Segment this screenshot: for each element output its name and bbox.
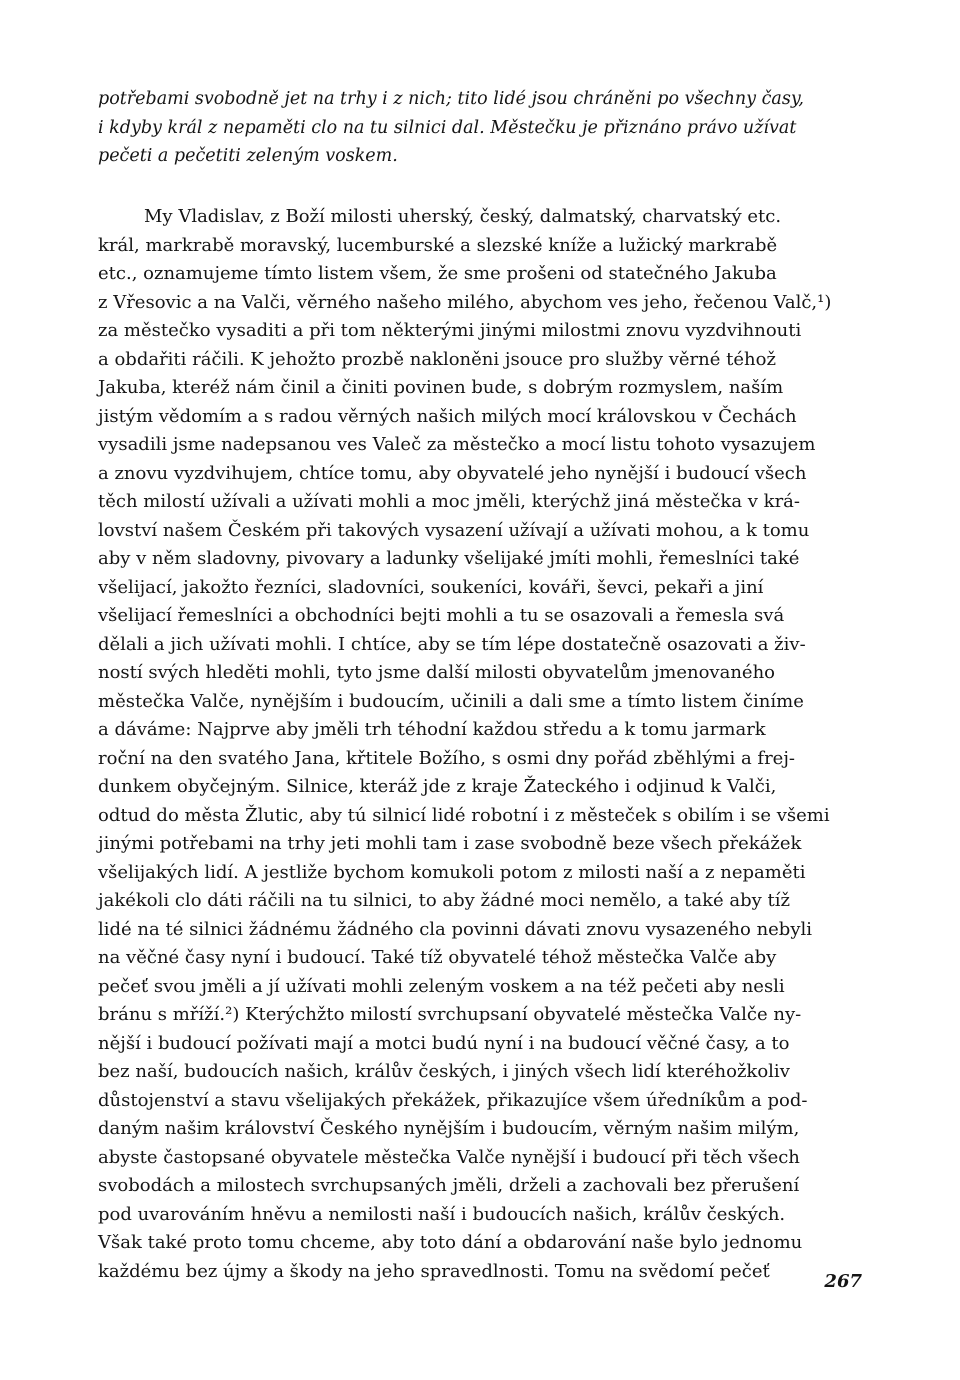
body-line: Však také proto tomu chceme, aby toto dání a obdarování naše bylo jednomu [98,1232,803,1253]
summary-line: i kdyby král z nepaměti clo na tu silnici dal. Městečku je přiznáno právo užívat [98,117,797,138]
body-line: pečeť svou jměli a jí užívati mohli zeleným voskem a na též pečeti aby nesli [98,975,785,997]
body-line: jakékoli clo dáti ráčili na tu silnici, to aby žádné moci nemělo, a také aby tíž [98,890,791,911]
body-line: lovství našem Českém při takových vysazení užívají a užívati mohou, a k tomu [98,519,810,541]
body-line: etc., oznamujeme tímto listem všem, že sme prošeni od statečného Jakuba [98,263,777,284]
body-line: všelijakých lidí. A jestliže bychom komukoli potom z milosti naší a z nepaměti [98,861,806,883]
body-line: král, markrabě moravský, lucemburské a slezské kníže a lužický markrabě [98,234,778,256]
body-line: všelijací, jakožto řezníci, sladovníci, soukeníci, kováři, ševci, pekaři a jiní [98,576,764,598]
body-line: a znovu vyzdvihujem, chtíce tomu, aby obyvatelé jeho nynější i budoucí všech [98,462,807,484]
body-line: ností svých hleděti mohli, tyto jsme další milosti obyvatelům jmenovaného [98,662,776,683]
body-line: jinými potřebami na trhy jeti mohli tam i zase svobodně beze všech překážek [98,833,802,854]
body-line: Jakuba, kteréž nám činil a činiti povinen bude, s dobrým rozmyslem, naším [98,377,784,398]
body-line: My Vladislav, z Boží milosti uherský, český, dalmatský, charvatský etc. [144,206,782,227]
summary-line: pečeti a pečetiti zeleným voskem. [98,146,398,166]
body-line: důstojenství a stavu všelijakých překážek, přikazujíce všem úředníkům a pod- [98,1089,808,1111]
page-number: 267 [824,1271,862,1292]
body-line: všelijací řemeslníci a obchodníci bejti mohli a tu se osazovali a řemesla svá [98,605,785,626]
summary-line: potřebami svobodně jet na trhy i z nich; tito lidé jsou chráněni po všechny časy, [98,89,804,109]
body-line: dunkem obyčejným. Silnice, kteráž jde z kraje Žateckého i odjinud k Valči, [98,776,777,797]
body-line: a obdařiti ráčili. K jehožto prozbě nakloněni jsouce pro služby věrné téhož [98,348,776,370]
body-line: těch milostí užívali a užívati mohli a moc jměli, kterýchž jiná městečka v krá- [98,491,800,512]
body-line: každému bez újmy a škody na jeho spravedlnosti. Tomu na svědomí pečeť [98,1260,770,1282]
body-line: vysadili jsme nadepsanou ves Valeč za městečko a mocí listu tohoto vysazujem [98,434,816,455]
body-line: za městečko vysaditi a při tom některými jinými milostmi znovu vyzdvihnouti [98,320,802,341]
body-line: abyste častopsané obyvatele městečka Valče nynější i budoucí při těch všech [98,1146,800,1168]
body-line: odtud do města Žlutic, aby tú silnicí lidé robotní i z městeček s obilím i se všemi [98,804,830,826]
body-line: lidé na té silnici žádnému žádného cla povinni dávati znovu vysazeného nebyli [98,918,813,940]
body-line: aby v něm sladovny, pivovary a ladunky všelijaké jmíti mohli, řemeslníci také [98,548,800,569]
body-line: městečka Valče, nynějším i budoucím, učinili a dali sme a tímto listem činíme [98,690,804,712]
body-line: z Vřesovic a na Valči, věrného našeho milého, abychom ves jeho, řečenou Valč,¹) [98,291,832,313]
body-line: svobodách a milostech svrchupsaných jměli, drželi a zachovali bez přerušení [98,1175,800,1196]
body-line: jistým vědomím a s radou věrných našich milých mocí královskou v Čechách [98,405,797,427]
italic-summary [98,85,866,171]
body-line: pod uvarováním hněvu a nemilosti naší i budoucích našich, králův českých. [98,1203,786,1225]
body-line: a dáváme: Najprve aby jměli trh téhodní každou středu a k tomu jarmark [98,719,766,740]
body-line: bez naší, budoucích našich, králův českých, i jiných všech lidí kteréhožkoliv [98,1061,790,1082]
body-line: daným našim království Českého nynějším i budoucím, věrným našim milým, [98,1118,800,1139]
charter-text [98,203,866,1286]
body-line: dělali a jich užívati mohli. I chtíce, aby se tím lépe dostatečně osazovati a živ- [98,633,806,655]
body-line: nější i budoucí požívati mají a motci budú nyní i na budoucí věčné časy, a to [98,1032,790,1054]
body-line: roční na den svatého Jana, křtitele Božího, s osmi dny pořád zběhlými a frej- [98,747,795,769]
body-line: bránu s mříží.²) Kterýchžto milostí svrchupsaní obyvatelé městečka Valče ny- [98,1004,802,1025]
body-line: na věčné časy nyní i budoucí. Také tíž obyvatelé téhož městečka Valče aby [98,947,777,968]
